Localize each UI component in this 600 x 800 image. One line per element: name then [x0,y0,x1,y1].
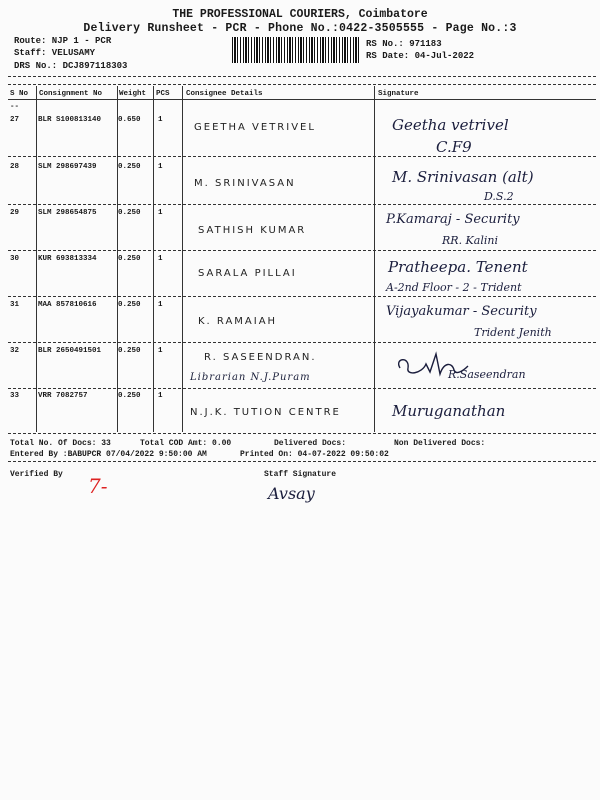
row-divider [8,342,596,343]
row-divider [8,296,596,297]
column-line [374,86,375,432]
row-consignment-no: SLM 298654875 [38,209,97,217]
row-signature: Muruganathan [392,402,506,420]
row-divider [8,388,596,389]
runsheet-subtitle: Delivery Runsheet - PCR - Phone No.:0422-3505555 - Page No.:3 [83,22,517,35]
row-pcs: 1 [158,301,163,309]
row-pcs: 1 [158,347,163,355]
staff-signature: Avsay [268,484,315,503]
row-signature: Vijayakumar - Security [386,304,537,319]
divider [8,76,596,77]
row-signature-note: A-2nd Floor - 2 - Trident [386,281,522,294]
verified-by: Verified By [10,470,63,479]
row-weight: 0.650 [118,116,141,124]
delivered-docs: Delivered Docs: [274,439,347,448]
divider [8,99,596,100]
column-line [182,86,183,432]
row-divider [8,433,596,434]
red-mark: 7- [88,474,108,498]
barcode [232,37,360,63]
row-divider [8,250,596,251]
column-line [153,86,154,432]
row-signature: Pratheepa. Tenent [388,258,528,276]
staff-signature-label: Staff Signature [264,470,337,479]
row-signature-note: D.S.2 [484,190,514,203]
row-pcs: 1 [158,116,163,124]
staff-label: Staff: VELUSAMY [14,48,96,58]
col-header-pcs: PCS [156,90,170,98]
row-signature-note: C.F9 [436,138,472,156]
row-consignee-note: Librarian N.J.Puram [190,372,311,383]
row-weight: 0.250 [118,255,141,263]
row-weight: 0.250 [118,347,141,355]
row-signature-note: Trident Jenith [474,326,552,339]
row-signature-note: R.Saseendran [448,368,526,381]
company-title: THE PROFESSIONAL COURIERS, Coimbatore [172,8,428,21]
row-consignment-no: VRR 7082757 [38,392,88,400]
row-consignee: R. SASEENDRAN. [204,352,317,363]
rs-date: RS Date: 04-Jul-2022 [366,51,475,61]
col-header-weight: Weight [119,90,147,98]
row-consignee: M. SRINIVASAN [194,178,296,189]
dash-mark: -- [10,103,20,111]
non-delivered-docs: Non Delivered Docs: [394,439,486,448]
row-consignee: K. RAMAIAH [198,316,278,327]
row-consignment-no: SLM 298697439 [38,163,97,171]
row-consignee: N.J.K. TUTION CENTRE [190,407,341,418]
row-signature-note: RR. Kalini [442,234,498,247]
row-sno: 31 [10,301,20,309]
row-sno: 28 [10,163,20,171]
drs-number: DRS No.: DCJ897118303 [14,61,128,71]
divider [8,461,596,462]
row-sno: 27 [10,116,20,124]
row-pcs: 1 [158,209,163,217]
total-docs: Total No. Of Docs: 33 [10,439,111,448]
row-weight: 0.250 [118,301,141,309]
row-weight: 0.250 [118,392,141,400]
col-header-sno: S No [10,90,29,98]
total-cod: Total COD Amt: 0.00 [140,439,232,448]
row-consignment-no: BLR S100813140 [38,116,102,124]
row-pcs: 1 [158,255,163,263]
row-sno: 33 [10,392,20,400]
col-header-consignment: Consignment No [39,90,103,98]
row-sno: 30 [10,255,20,263]
row-signature: Geetha vetrivel [392,116,509,134]
col-header-consignee: Consignee Details [186,90,263,98]
row-consignment-no: KUR 693813334 [38,255,97,263]
divider [8,84,596,85]
rs-number: RS No.: 971183 [366,39,442,49]
row-divider [8,156,596,157]
row-signature: P.Kamaraj - Security [386,212,520,227]
col-header-signature: Signature [378,90,419,98]
row-sno: 32 [10,347,20,355]
row-divider [8,204,596,205]
row-signature: M. Srinivasan (alt) [392,168,534,186]
row-consignee: GEETHA VETRIVEL [194,122,316,133]
row-consignee: SARALA PILLAI [198,268,297,279]
row-consignment-no: MAA 857810616 [38,301,97,309]
row-consignment-no: BLR 2650491501 [38,347,102,355]
row-sno: 29 [10,209,20,217]
route-label: Route: NJP 1 - PCR [14,36,112,46]
row-pcs: 1 [158,392,163,400]
row-weight: 0.250 [118,209,141,217]
row-pcs: 1 [158,163,163,171]
printed-on: Printed On: 04-07-2022 09:50:02 [240,450,389,459]
row-consignee: SATHISH KUMAR [198,225,307,236]
column-line [36,86,37,432]
row-weight: 0.250 [118,163,141,171]
entered-by: Entered By :BABUPCR 07/04/2022 9:50:00 AM [10,450,207,459]
